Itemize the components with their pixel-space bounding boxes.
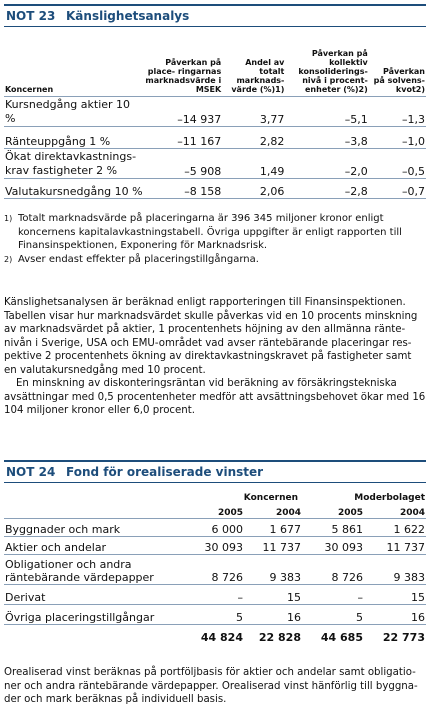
- cell-value: 15: [364, 584, 426, 604]
- group-koncernen: Koncernen: [243, 493, 298, 503]
- note23-title: Känslighetsanalys: [66, 9, 190, 23]
- table-row: [4, 604, 426, 624]
- note23-body: [4, 296, 426, 418]
- cell-value: 11 737: [364, 536, 426, 554]
- cell-value: –11 167: [144, 126, 223, 148]
- row-label: Ränteuppgång 1 %: [4, 126, 144, 148]
- cell-value: 8 726: [302, 554, 364, 584]
- cell-value: –3,8: [285, 126, 368, 148]
- row-label: Övriga placeringstillgångar: [4, 604, 186, 624]
- row-label: Aktier och andelar: [4, 536, 186, 554]
- sensitivity-header-row: [4, 30, 426, 96]
- cell-value: –: [302, 584, 364, 604]
- total-value: 44 685: [320, 631, 363, 644]
- cell-value: –5,1: [285, 96, 368, 126]
- cell-value: –: [186, 584, 244, 604]
- cell-value: 1 622: [364, 518, 426, 536]
- table-row: [4, 126, 426, 148]
- table-row: [4, 178, 426, 198]
- note24-header: [4, 460, 426, 483]
- footnote: [4, 212, 426, 253]
- cell-value: 9 383: [244, 554, 302, 584]
- note23-header: [4, 4, 426, 27]
- cell-value: 11 737: [244, 536, 302, 554]
- cell-value: 5: [186, 604, 244, 624]
- table-row: [4, 96, 426, 126]
- cell-value: –5 908: [144, 148, 223, 178]
- cell-value: –0,5: [369, 148, 426, 178]
- cell-value: 8 726: [186, 554, 244, 584]
- cell-value: 15: [244, 584, 302, 604]
- cell-value: –2,0: [285, 148, 368, 178]
- group-header-row: [4, 490, 426, 503]
- footnote-mark: 2): [4, 254, 13, 264]
- year-header: 2004: [244, 503, 302, 518]
- cell-value: –14 937: [144, 96, 223, 126]
- note23-footnotes: [4, 212, 426, 266]
- total-value: 44 824: [200, 631, 243, 644]
- footnote-mark: 1): [4, 214, 13, 223]
- table-row: [4, 584, 426, 604]
- cell-value: 16: [244, 604, 302, 624]
- footnote-text: Avser endast effekter på placeringstillgångarna.: [18, 253, 259, 265]
- footnote-text: Totalt marknadsvärde på placeringarna är 396 345 miljoner kronor enligt koncernens kapitalavkastningstabell. Övriga uppgifter är enligt rapporten till Finansinspektionen, Exponering för Marknadsrisk.: [18, 213, 402, 251]
- row-label: Derivat: [4, 584, 186, 604]
- row-label: Kursnedgång aktier 10 %: [4, 96, 144, 126]
- sensitivity-table: [4, 30, 426, 199]
- cell-value: 30 093: [186, 536, 244, 554]
- spacer: [4, 490, 186, 503]
- table-row: [4, 518, 426, 536]
- year-header-row: [4, 503, 426, 518]
- row-label: Byggnader och mark: [4, 518, 186, 536]
- cell-value: 2,06: [222, 178, 285, 198]
- total-value: 22 773: [382, 631, 425, 644]
- cell-value: –1,3: [369, 96, 426, 126]
- spacer: [4, 503, 186, 518]
- year-header: 2005: [302, 503, 364, 518]
- note24-body: [4, 666, 426, 707]
- cell-value: 6 000: [186, 518, 244, 536]
- col-share-header: Andel av totalt marknads- värde (%)1): [222, 30, 285, 96]
- note24-number: NOT 24: [6, 465, 56, 479]
- body-paragraph: Orealiserad vinst beräknas på portföljbasis för aktier och andelar samt obligatio- ner och andra räntebärande värdepapper. Orealiserad vinst hänförlig till byggna- der och mark beräknas på individuell basis.: [4, 667, 418, 705]
- total-value: 22 828: [258, 631, 301, 644]
- cell-value: 1,49: [222, 148, 285, 178]
- table-row: [4, 554, 426, 584]
- year-header: 2004: [364, 503, 426, 518]
- cell-value: 16: [364, 604, 426, 624]
- body-paragraph: En minskning av diskonteringsräntan vid beräkning av försäkringstekniska avsättningar med 0,5 procentenheter medför att avsättningsbehovet ökar med 16 104 miljoner kronor eller 6,0 procent.: [4, 378, 426, 416]
- cell-value: 30 093: [302, 536, 364, 554]
- cell-value: 3,77: [222, 96, 285, 126]
- unrealized-gains-table: [4, 490, 426, 644]
- cell-value: 9 383: [364, 554, 426, 584]
- spacer: [4, 624, 186, 644]
- note24-title: Fond för orealiserade vinster: [66, 465, 264, 479]
- col-solvency-header: Påverkan på solvens- kvot2): [369, 30, 426, 96]
- col-market-value-header: Påverkan på place- ringarnas marknadsvärde i MSEK: [144, 30, 223, 96]
- row-label: Valutakursnedgång 10 %: [4, 178, 144, 198]
- cell-value: 2,82: [222, 126, 285, 148]
- year-header: 2005: [186, 503, 244, 518]
- cell-value: 5 861: [302, 518, 364, 536]
- cell-value: –0,7: [369, 178, 426, 198]
- table-row: [4, 536, 426, 554]
- footnote: [4, 253, 426, 267]
- body-paragraph: Känslighetsanalysen är beräknad enligt rapporteringen till Finansinspektionen. Tabellen visar hur marknadsvärdet skulle påverkas vid en 10 procents minskning av marknadsvärdet på aktier, 1 procentenhets höjning av den allmänna ränte- nivån i Sverige, USA och EMU-området vad avser räntebärande placeringar res- pektive 2 procentenhets ökning av direktavkastningskravet på fastigheter samt en valutakursnedgång med 10 procent.: [4, 297, 418, 376]
- group-moderbolaget: Moderbolaget: [354, 493, 425, 503]
- cell-value: 1 677: [244, 518, 302, 536]
- cell-value: –2,8: [285, 178, 368, 198]
- table-row: [4, 148, 426, 178]
- col-label-header: Koncernen: [4, 30, 144, 96]
- row-label: Obligationer och andra räntebärande värdepapper: [4, 554, 186, 584]
- cell-value: –1,0: [369, 126, 426, 148]
- cell-value: –8 158: [144, 178, 223, 198]
- cell-value: 5: [302, 604, 364, 624]
- row-label: Ökat direktavkastnings- krav fastigheter 2 %: [4, 148, 144, 178]
- total-row: [4, 624, 426, 644]
- note23-number: NOT 23: [6, 9, 56, 23]
- col-consolidation-header: Påverkan på kollektiv konsoliderings- nivå i procent- enheter (%)2): [285, 30, 368, 96]
